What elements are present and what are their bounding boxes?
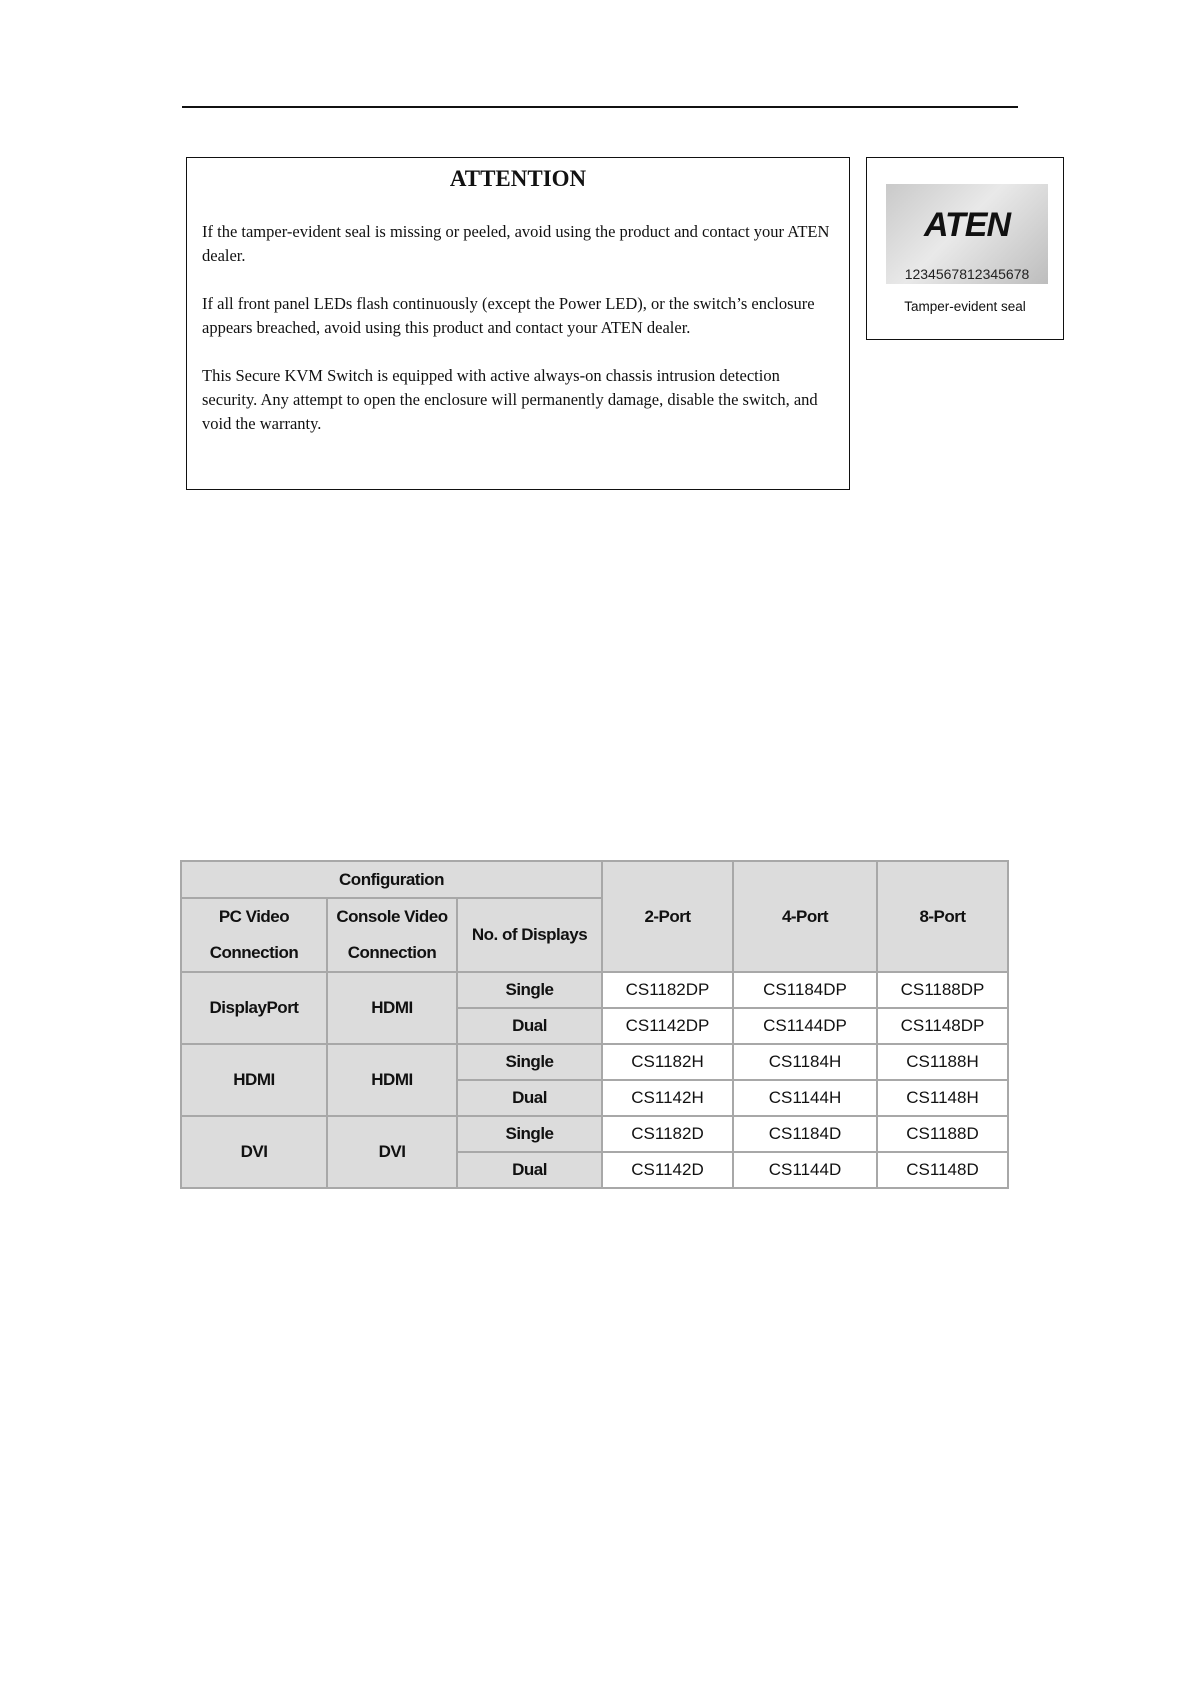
tamper-seal-image: [886, 184, 1048, 284]
console-video-cell: HDMI: [327, 1044, 457, 1116]
model-cell: CS1142DP: [602, 1008, 733, 1044]
model-cell: CS1144D: [733, 1152, 877, 1188]
pc-video-header: PC Video Connection: [181, 898, 327, 972]
model-table: [180, 860, 1009, 1189]
model-cell: CS1142D: [602, 1152, 733, 1188]
aten-logo: ATEN: [923, 206, 1011, 244]
attention-paragraph: If all front panel LEDs flash continuously (except the Power LED), or the switch’s enclosure appears breached, avoid using this product and contact your ATEN dealer.: [202, 294, 815, 337]
attention-box: [186, 157, 850, 490]
header-rule: [182, 106, 1018, 108]
pc-video-cell: DisplayPort: [181, 972, 327, 1044]
port4-header: 4-Port: [733, 861, 877, 972]
seal-figure: [866, 157, 1064, 340]
model-cell: CS1148H: [877, 1080, 1008, 1116]
model-cell: CS1184D: [733, 1116, 877, 1152]
displays-cell: Dual: [457, 1080, 602, 1116]
table-row: [181, 972, 1008, 1008]
attention-title: ATTENTION: [449, 166, 587, 191]
configuration-header: Configuration: [181, 861, 602, 898]
seal-caption: Tamper-evident seal: [904, 299, 1026, 314]
port8-header: 8-Port: [877, 861, 1008, 972]
attention-paragraph: If the tamper-evident seal is missing or peeled, avoid using the product and contact your ATEN dealer.: [202, 222, 830, 265]
model-cell: CS1182H: [602, 1044, 733, 1080]
model-cell: CS1188DP: [877, 972, 1008, 1008]
displays-cell: Dual: [457, 1008, 602, 1044]
model-cell: CS1144H: [733, 1080, 877, 1116]
model-cell: CS1184DP: [733, 972, 877, 1008]
displays-cell: Single: [457, 1044, 602, 1080]
table-row: [181, 1044, 1008, 1080]
seal-serial-number: 1234567812345678: [904, 266, 1030, 282]
displays-cell: Dual: [457, 1152, 602, 1188]
model-cell: CS1182D: [602, 1116, 733, 1152]
console-video-cell: HDMI: [327, 972, 457, 1044]
attention-paragraph: This Secure KVM Switch is equipped with active always-on chassis intrusion detection security. Any attempt to open the enclosure will permanently damage, disable the switch, and void the warranty.: [202, 366, 818, 433]
displays-cell: Single: [457, 1116, 602, 1152]
model-cell: CS1148DP: [877, 1008, 1008, 1044]
displays-header: No. of Displays: [457, 898, 602, 972]
pc-video-cell: DVI: [181, 1116, 327, 1188]
model-cell: CS1148D: [877, 1152, 1008, 1188]
console-video-header: Console Video Connection: [327, 898, 457, 972]
model-cell: CS1184H: [733, 1044, 877, 1080]
port2-header: 2-Port: [602, 861, 733, 972]
model-cell: CS1142H: [602, 1080, 733, 1116]
model-cell: CS1144DP: [733, 1008, 877, 1044]
model-cell: CS1182DP: [602, 972, 733, 1008]
pc-video-cell: HDMI: [181, 1044, 327, 1116]
table-row: [181, 1116, 1008, 1152]
displays-cell: Single: [457, 972, 602, 1008]
model-cell: CS1188D: [877, 1116, 1008, 1152]
console-video-cell: DVI: [327, 1116, 457, 1188]
model-cell: CS1188H: [877, 1044, 1008, 1080]
